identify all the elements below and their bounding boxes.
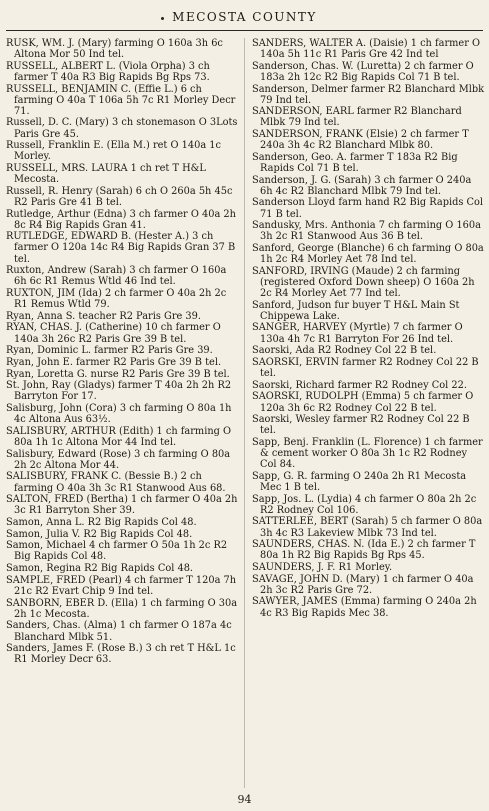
directory-entry: Samon, Michael 4 ch farmer O 50a 1h 2c R2 Big Rapids Col 48. [6,540,228,563]
directory-entry: SAUNDERS, J. F. R1 Morley. [252,561,393,573]
directory-entry: St. John, Ray (Gladys) farmer T 40a 2h 2h R2 Barryton For 17. [6,380,232,403]
directory-entry: SANDERSON, EARL farmer R2 Blanchard Mlbk 79 Ind tel. [252,106,462,129]
directory-entry: SAORSKI, ERVIN farmer R2 Rodney Col 22 B tel. [252,356,479,380]
directory-entry: RUSSELL, ALBERT L. (Viola Orpha) 3 ch farmer T 40a R3 Big Rapids Bg Rps 73. [6,60,210,83]
directory-entry: Sanderson Lloyd farm hand R2 Big Rapids Col 71 B tel. [252,197,484,220]
directory-entry: SANDERSON, FRANK (Elsie) 2 ch farmer T 240a 3h 4c R2 Blanchard Mlbk 80. [252,129,469,152]
directory-entry: Ruxton, Andrew (Sarah) 3 ch farmer O 160a 6h 6c R1 Remus Wtld 46 Ind tel. [6,265,227,288]
directory-entry: SANGER, HARVEY (Myrtle) 7 ch farmer O 130a 4h 7c R1 Barryton For 26 Ind tel. [252,322,463,345]
directory-entry: Ryan, Anna S. teacher R2 Paris Gre 39. [6,310,201,322]
directory-entry: Ryan, Dominic L. farmer R2 Paris Gre 39. [6,345,213,357]
directory-entry: Samon, Anna L. R2 Big Rapids Col 48. [6,517,197,528]
directory-entry: SAORSKI, RUDOLPH (Emma) 5 ch farmer O 120a 3h 6c R2 Rodney Col 22 B tel. [252,391,474,414]
directory-entry: SANDERS, WALTER A. (Daisie) 1 ch farmer O 140a 5h 11c R1 Paris Gre 42 Ind tel [252,38,481,61]
directory-entry: Sandusky, Mrs. Anthonia 7 ch farming O 160a 3h 2c R1 Stanwood Aus 36 B tel. [252,220,481,243]
directory-entry: Russell, Franklin E. (Ella M.) ret O 140a 1c Morley. [6,140,222,163]
directory-entry: RYAN, CHAS. J. (Catherine) 10 ch farmer O 140a 3h 26c R2 Paris Gre 39 B tel. [6,322,221,345]
directory-entry: SATTERLEE, BERT (Sarah) 5 ch farmer O 80a 3h 4c R3 Lakeview Mlbk 73 Ind tel. [252,516,483,539]
directory-entry: RUTLEDGE, EDWARD B. (Hester A.) 3 ch farmer O 120a 14c R4 Big Rapids Gran 37 B tel. [6,231,236,265]
directory-entry: Sanders, Chas. (Alma) 1 ch farmer O 187a 4c Blanchard Mlbk 51. [6,620,232,643]
directory-entry: Sapp, G. R. farming O 240a 2h R1 Mecosta Mec 1 B tel. [252,470,467,493]
directory-entry: Salisbury, Edward (Rose) 3 ch farming O 80a 2h 2c Altona Mor 44. [6,448,231,471]
directory-entry: RUSSELL, BENJAMIN C. (Effie L.) 6 ch farming O 40a T 106a 5h 7c R1 Morley Decr 71. [6,83,236,117]
directory-entry: SALTON, FRED (Bertha) 1 ch farmer O 40a 2h 3c R1 Barryton Sher 39. [6,494,238,517]
directory-entry: Saorski, Wesley farmer R2 Rodney Col 22 B tel. [252,414,470,437]
page-header [6,8,483,31]
directory-entry: Ryan, John E. farmer R2 Paris Gre 39 B tel. [6,356,222,368]
directory-entry: SAMPLE, FRED (Pearl) 4 ch farmer T 120a 7h 21c R2 Evart Chip 9 Ind tel. [6,574,237,597]
directory-entry: RUXTON, JIM (Ida) 2 ch farmer O 40a 2h 2c R1 Remus Wtld 79. [6,288,227,311]
directory-entry: SALISBURY, FRANK C. (Bessie B.) 2 ch farming O 40a 3h 3c R1 Stanwood Aus 68. [6,471,226,494]
directory-entry: Sanderson, J. G. (Sarah) 3 ch farmer O 240a 6h 4c R2 Blanchard Mlbk 79 Ind tel. [252,174,472,197]
page-number: 94 [237,793,252,806]
directory-entry: Rutledge, Arthur (Edna) 3 ch farmer O 40a 2h 8c R4 Big Rapids Gran 41. [6,208,236,231]
directory-entry: Sanderson, Delmer farmer R2 Blanchard Mlbk 79 Ind tel. [252,83,485,106]
directory-entry: RUSSELL, MRS. LAURA 1 ch ret T H&L Mecosta. [6,163,206,186]
directory-entry: Russell, R. Henry (Sarah) 6 ch O 260a 5h 45c R2 Paris Gre 41 B tel. [6,185,233,208]
directory-entry: SAUNDERS, CHAS. N. (Ida E.) 2 ch farmer T 80a 1h R2 Big Rapids Bg Rps 45. [252,539,476,562]
directory-entry: Sanderson, Geo. A. farmer T 183a R2 Big Rapids Col 71 B tel. [252,151,458,174]
directory-entry: Samon, Regina R2 Big Rapids Col 48. [6,563,194,575]
directory-entry: Sanderson, Chas. W. (Luretta) 2 ch farmer O 183a 2h 12c R2 Big Rapids Col 71 B tel. [252,60,474,83]
directory-entry: Sapp, Jos. L. (Lydia) 4 ch farmer O 80a 2h 2c R2 Rodney Col 106. [252,493,477,516]
directory-entry: Saorski, Ada R2 Rodney Col 22 B tel. [252,345,437,357]
directory-entry: Russell, D. C. (Mary) 3 ch stonemason O 3Lots Paris Gre 45. [6,117,238,140]
directory-entry: Ryan, Loretta G. nurse R2 Paris Gre 39 B tel. [6,368,230,380]
directory-entry: Sanford, George (Blanche) 6 ch farming O 80a 1h 2c R4 Morley Aet 78 Ind tel. [252,243,484,266]
left-column [6,38,239,666]
directory-entry: SANFORD, IRVING (Maude) 2 ch farming (registered Oxford Down sheep) O 160a 2h 2c R4 Morley Aet 77 Ind tel. [252,265,475,299]
column-divider [244,38,245,788]
directory-entry: Salisburg, John (Cora) 3 ch farming O 80a 1h 4c Altona Aus 63½. [6,403,232,426]
directory-entry: Sanford, Judson fur buyer T H&L Main St Chippewa Lake. [252,299,460,322]
directory-entry: SAWYER, JAMES (Emma) farming O 240a 2h 4c R3 Big Rapids Mec 38. [252,596,477,619]
directory-entry: Saorski, Richard farmer R2 Rodney Col 22. [252,379,467,391]
page-title: MECOSTA COUNTY [172,10,317,24]
directory-entry: Sanders, James F. (Rose B.) 3 ch ret T H&L 1c R1 Morley Decr 63. [6,643,236,666]
directory-entry: Sapp, Benj. Franklin (L. Florence) 1 ch farmer & cement worker O 80a 3h 1c R2 Rodney Col 84. [252,436,483,471]
directory-entry: SANBORN, EBER D. (Ella) 1 ch farming O 30a 2h 1c Mecosta. [6,597,238,620]
right-column [252,38,485,619]
directory-entry: SALISBURY, ARTHUR (Edith) 1 ch farming O 80a 1h 1c Altona Mor 44 Ind tel. [6,425,232,448]
directory-entry: SAVAGE, JOHN D. (Mary) 1 ch farmer O 40a 2h 3c R2 Paris Gre 72. [252,573,474,596]
directory-entry: RUSK, WM. J. (Mary) farming O 160a 3h 6c Altona Mor 50 Ind tel. [6,38,223,61]
directory-entry: Samon, Julia V. R2 Big Rapids Col 48. [6,528,193,540]
